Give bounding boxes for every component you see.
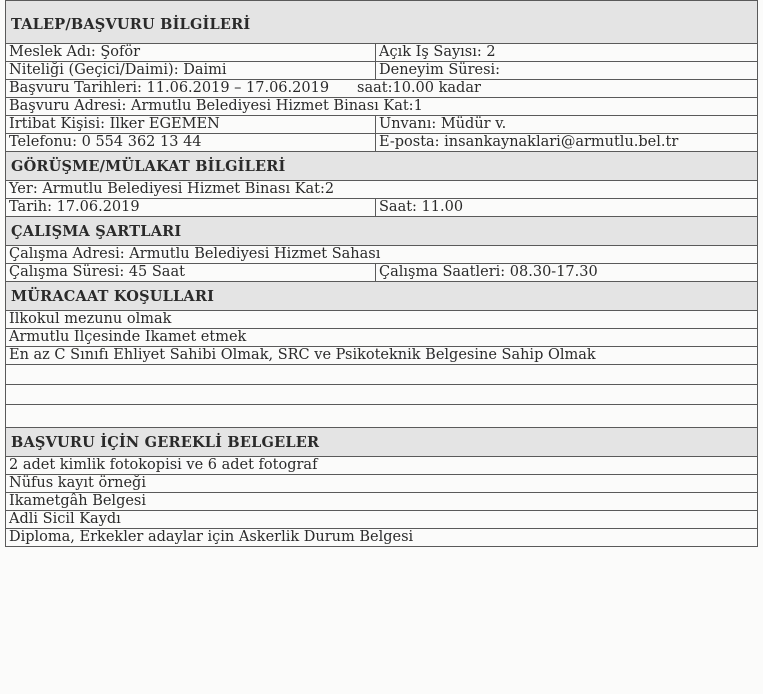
blank-row	[6, 405, 758, 428]
form-table	[5, 0, 758, 547]
muracaat-kosul-3: En az C Sınıfı Ehliyet Sahibi Olmak, SRC ve Psikoteknik Belgesine Sahip Olmak	[6, 347, 758, 365]
table-row	[6, 44, 758, 62]
section-title-belgeler: BAŞVURU İÇİN GEREKLİ BELGELER	[6, 428, 758, 457]
meslek-adi: Meslek Adı: Şoför	[6, 44, 376, 62]
section-title-gorusme: GÖRÜŞME/MÜLAKAT BİLGİLERİ	[6, 152, 758, 181]
muracaat-kosul-2: Armutlu İlçesinde İkamet etmek	[6, 329, 758, 347]
list-item	[6, 311, 758, 329]
irtibat-kisisi: İrtibat Kişisi: İlker EGEMEN	[6, 116, 376, 134]
blank-row	[6, 365, 758, 385]
unvan: Unvanı: Müdür v.	[376, 116, 758, 134]
section-header-belgeler	[6, 428, 758, 457]
section-header-gorusme	[6, 152, 758, 181]
section-header-calisma	[6, 217, 758, 246]
table-row	[6, 246, 758, 264]
table-row	[6, 62, 758, 80]
table-row	[6, 199, 758, 217]
calisma-suresi: Çalışma Süresi: 45 Saat	[6, 264, 376, 282]
belge-4: Adli Sicil Kaydı	[6, 511, 758, 529]
list-item	[6, 457, 758, 475]
section-title-calisma: ÇALIŞMA ŞARTLARI	[6, 217, 758, 246]
table-row	[6, 264, 758, 282]
gorusme-tarih: Tarih: 17.06.2019	[6, 199, 376, 217]
table-row	[6, 116, 758, 134]
basvuru-saat: saat:10.00 kadar	[357, 80, 481, 96]
section-header-talep	[6, 1, 758, 44]
blank-cell	[6, 385, 758, 405]
blank-cell	[6, 405, 758, 428]
section-title-muracaat: MÜRACAAT KOŞULLARI	[6, 282, 758, 311]
list-item	[6, 493, 758, 511]
list-item	[6, 347, 758, 365]
deneyim-suresi: Deneyim Süresi:	[376, 62, 758, 80]
niteligi: Niteliği (Geçici/Daimi): Daimi	[6, 62, 376, 80]
list-item	[6, 329, 758, 347]
gorusme-saat: Saat: 11.00	[376, 199, 758, 217]
table-row	[6, 181, 758, 199]
list-item	[6, 529, 758, 547]
section-title-talep: TALEP/BAŞVURU BİLGİLERİ	[6, 1, 758, 44]
blank-row	[6, 385, 758, 405]
calisma-saatleri: Çalışma Saatleri: 08.30-17.30	[376, 264, 758, 282]
blank-cell	[6, 365, 758, 385]
table-row	[6, 134, 758, 152]
belge-1: 2 adet kimlik fotokopisi ve 6 adet fotograf	[6, 457, 758, 475]
calisma-adresi: Çalışma Adresi: Armutlu Belediyesi Hizmet Sahası	[6, 246, 758, 264]
table-row	[6, 80, 758, 98]
muracaat-kosul-1: İlkokul mezunu olmak	[6, 311, 758, 329]
gorusme-yer: Yer: Armutlu Belediyesi Hizmet Binası Kat:2	[6, 181, 758, 199]
telefon: Telefonu: 0 554 362 13 44	[6, 134, 376, 152]
acik-is-sayisi: Açık İş Sayısı: 2	[376, 44, 758, 62]
eposta: E-posta: insankaynaklari@armutlu.bel.tr	[376, 134, 758, 152]
list-item	[6, 475, 758, 493]
basvuru-tarihleri: Başvuru Tarihleri: 11.06.2019 – 17.06.2019	[9, 80, 330, 96]
belge-5: Diploma, Erkekler adaylar için Askerlik Durum Belgesi	[6, 529, 758, 547]
list-item	[6, 511, 758, 529]
basvuru-tarihleri-cell	[6, 80, 758, 98]
section-header-muracaat	[6, 282, 758, 311]
table-row	[6, 98, 758, 116]
belge-3: İkametgâh Belgesi	[6, 493, 758, 511]
basvuru-adresi: Başvuru Adresi: Armutlu Belediyesi Hizmet Binası Kat:1	[6, 98, 758, 116]
belge-2: Nüfus kayıt örneği	[6, 475, 758, 493]
